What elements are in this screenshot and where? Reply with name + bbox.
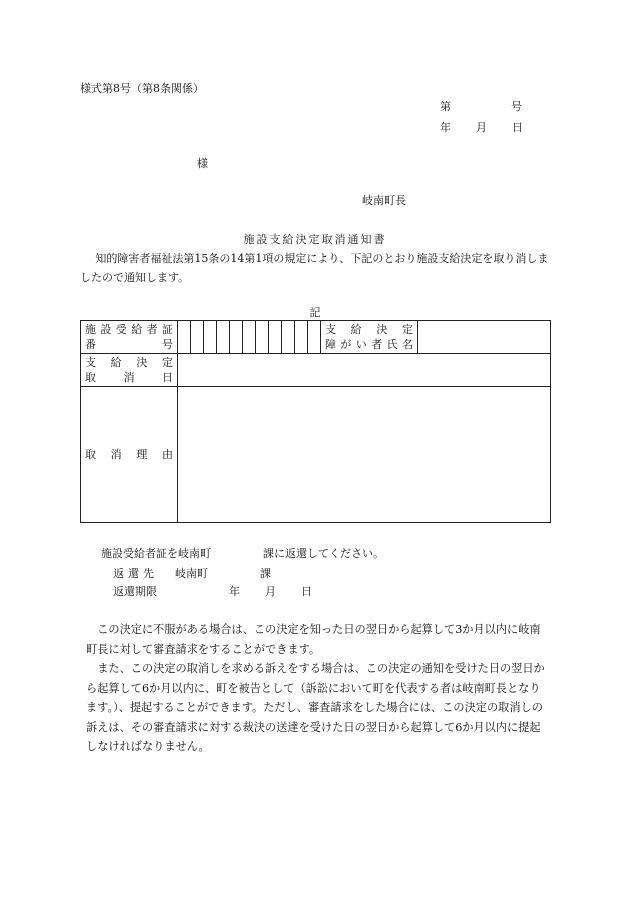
ki-heading: 記	[309, 306, 321, 319]
cert-number-cells[interactable]	[178, 321, 321, 354]
issue-number	[440, 101, 522, 112]
issue-date	[440, 122, 523, 133]
return-dest-section: 課	[260, 567, 271, 580]
cancel-date-label-shou: 消	[123, 371, 147, 384]
document-title: 施設支給決定取消通知書	[243, 233, 387, 246]
return-deadline	[113, 586, 312, 597]
name-label-line1: 支給決定	[325, 323, 413, 336]
cert-number-label	[81, 321, 178, 354]
recipient-name-label	[321, 321, 418, 354]
cancel-date-field[interactable]	[178, 354, 551, 387]
body-paragraph: 知的障害者福祉法第15条の14第1項の規定により、下記のとおり施設支給決定を取り消しましたので通知します。	[80, 252, 549, 284]
reason-label-text: 取消理由	[85, 448, 173, 461]
appeal-paragraph-1: この決定に不服がある場合は、この決定を知った日の翌日から起算して3か月以内に岐南町長に対して審査請求をすることができます。	[86, 623, 541, 656]
return-dest-town: 岐南町	[175, 567, 208, 580]
table-row-reason	[81, 387, 551, 523]
return-dest-label: 返還先	[113, 567, 158, 580]
cancel-date-label-to: 取	[85, 371, 108, 384]
issuer: 岐南町長	[362, 194, 406, 207]
table-row-cancel-date	[81, 354, 551, 387]
addressee-suffix: 様	[197, 157, 208, 170]
issue-date-month: 月	[476, 121, 487, 134]
return-notice-line	[101, 548, 384, 559]
issue-number-suffix: 号	[511, 100, 522, 113]
return-destination	[113, 568, 271, 579]
issue-date-day: 日	[512, 121, 523, 134]
cert-label-line1: 施設受給者証	[85, 323, 173, 336]
cancel-date-label	[81, 354, 178, 387]
recipient-name-field[interactable]	[418, 321, 551, 354]
return-notice-a: 施設受給者証を岐南町	[101, 547, 211, 560]
return-deadline-day: 日	[301, 585, 312, 598]
reason-field[interactable]	[178, 387, 551, 523]
issue-number-prefix: 第	[440, 100, 451, 113]
table-row-cert	[81, 321, 551, 354]
appeal-paragraph-2: また、この決定の取消しを求める訴えをする場合は、この決定の通知を受けた日の翌日から起算して6か月以内に、町を被告として（訴訟において町を代表する者は岐南町長となります。）、提起することができます。ただし、審査請求をした場合には、この決定の取消しの訴えは、その審査請求に対する裁決の送達を受けた日の翌日から起算して6か月以内に提起しなければなりません。	[86, 662, 545, 753]
form-number: 様式第8号（第8条関係）	[80, 82, 204, 95]
cert-label-go: 号	[162, 338, 173, 351]
return-notice-b: 課に返還してください。	[263, 547, 384, 560]
cert-label-ban: 番	[85, 338, 128, 351]
main-table	[80, 320, 551, 523]
return-deadline-month: 月	[265, 585, 276, 598]
appeal-instructions	[86, 620, 548, 757]
body-paragraph-block	[80, 249, 555, 287]
issue-date-year: 年	[440, 121, 451, 134]
cancel-date-label-line1: 支給決定	[85, 356, 173, 369]
return-deadline-label: 返還期限	[113, 585, 157, 598]
name-label-line2: 障がい者氏名	[325, 338, 413, 351]
reason-label	[81, 387, 178, 523]
cancel-date-label-hi: 日	[162, 371, 173, 384]
return-deadline-year: 年	[229, 585, 240, 598]
